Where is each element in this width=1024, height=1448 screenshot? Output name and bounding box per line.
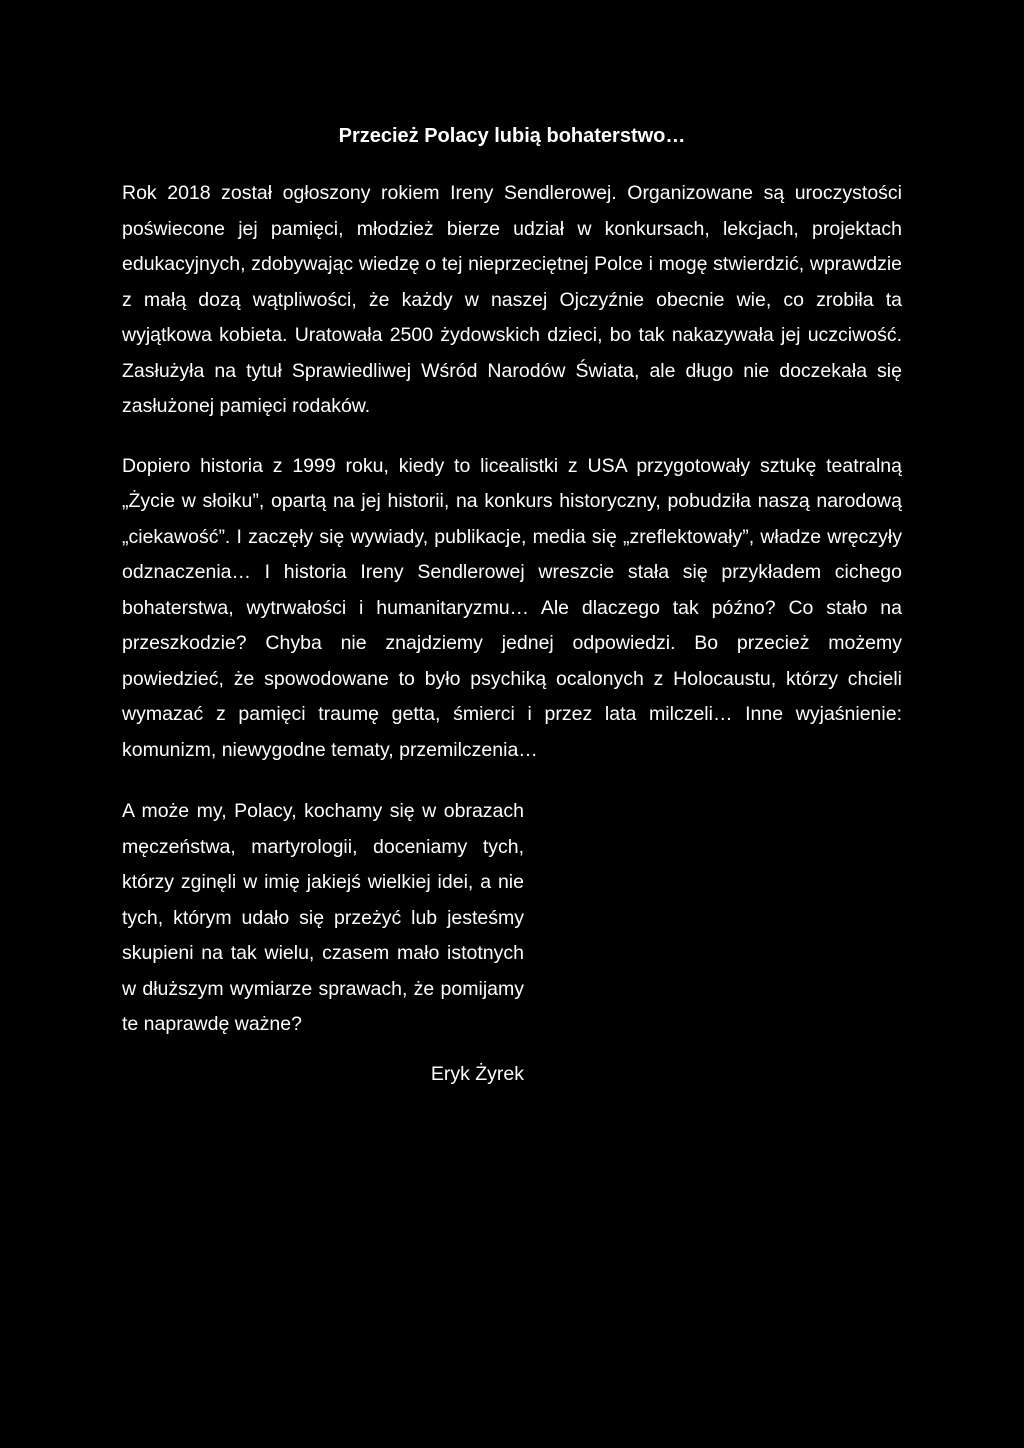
paragraph-3: A może my, Polacy, kochamy się w obrazach męczeństwa, martyrologii, doceniamy tych, którzy zginęli w imię jakiejś wielkiej idei, a nie tych, którym udało się przeżyć lub jesteśmy skupieni na tak wielu, czasem mało istotnych w dłuższym wymiarze sprawach, że pomijamy te naprawdę ważne? bbox=[122, 800, 524, 1035]
paragraph-1: Rok 2018 został ogłoszony rokiem Ireny Sendlerowej. Organizowane są uroczystości poświecone jej pamięci, młodzież bierze udział w konkursach, lekcjach, projektach edukacyjnych, zdobywając wiedzę o tej nieprzeciętnej Polce i mogę stwierdzić, wprawdzie z małą dozą wątpliwości, że każdy w naszej Ojczyźnie obecnie wie, co zrobiła ta wyjątkowa kobieta. Uratowała 2500 żydowskich dzieci, bo tak nakazywała jej uczciwość. Zasłużyła na tytuł Sprawiedliwej Wśród Narodów Świata, ale długo nie doczekała się zasłużonej pamięci rodaków. bbox=[122, 182, 902, 417]
document-page bbox=[122, 118, 902, 1092]
document-title: Przecież Polacy lubią bohaterstwo… bbox=[338, 125, 686, 147]
author-signature: Eryk Żyrek bbox=[430, 1062, 524, 1085]
paragraph-2: Dopiero historia z 1999 roku, kiedy to licealistki z USA przygotowały sztukę teatralną „Życie w słoiku”, opartą na jej historii, na konkurs historyczny, pobudziła naszą narodową „ciekawość”. I zaczęły się wywiady, publikacje, media się „zreflektowały”, władze wręczyły odznaczenia… I historia Ireny Sendlerowej wreszcie stała się przykładem cichego bohaterstwa, wytrwałości i humanitaryzmu… Ale dlaczego tak późno? Co stało na przeszkodzie? Chyba nie znajdziemy jednej odpowiedzi. Bo przecież możemy powiedzieć, że spowodowane to było psychiką ocalonych z Holocaustu, którzy chcieli wymazać z pamięci traumę getta, śmierci i przez lata milczeli… Inne wyjaśnienie: komunizm, niewygodne tematy, przemilczenia… bbox=[122, 454, 902, 761]
